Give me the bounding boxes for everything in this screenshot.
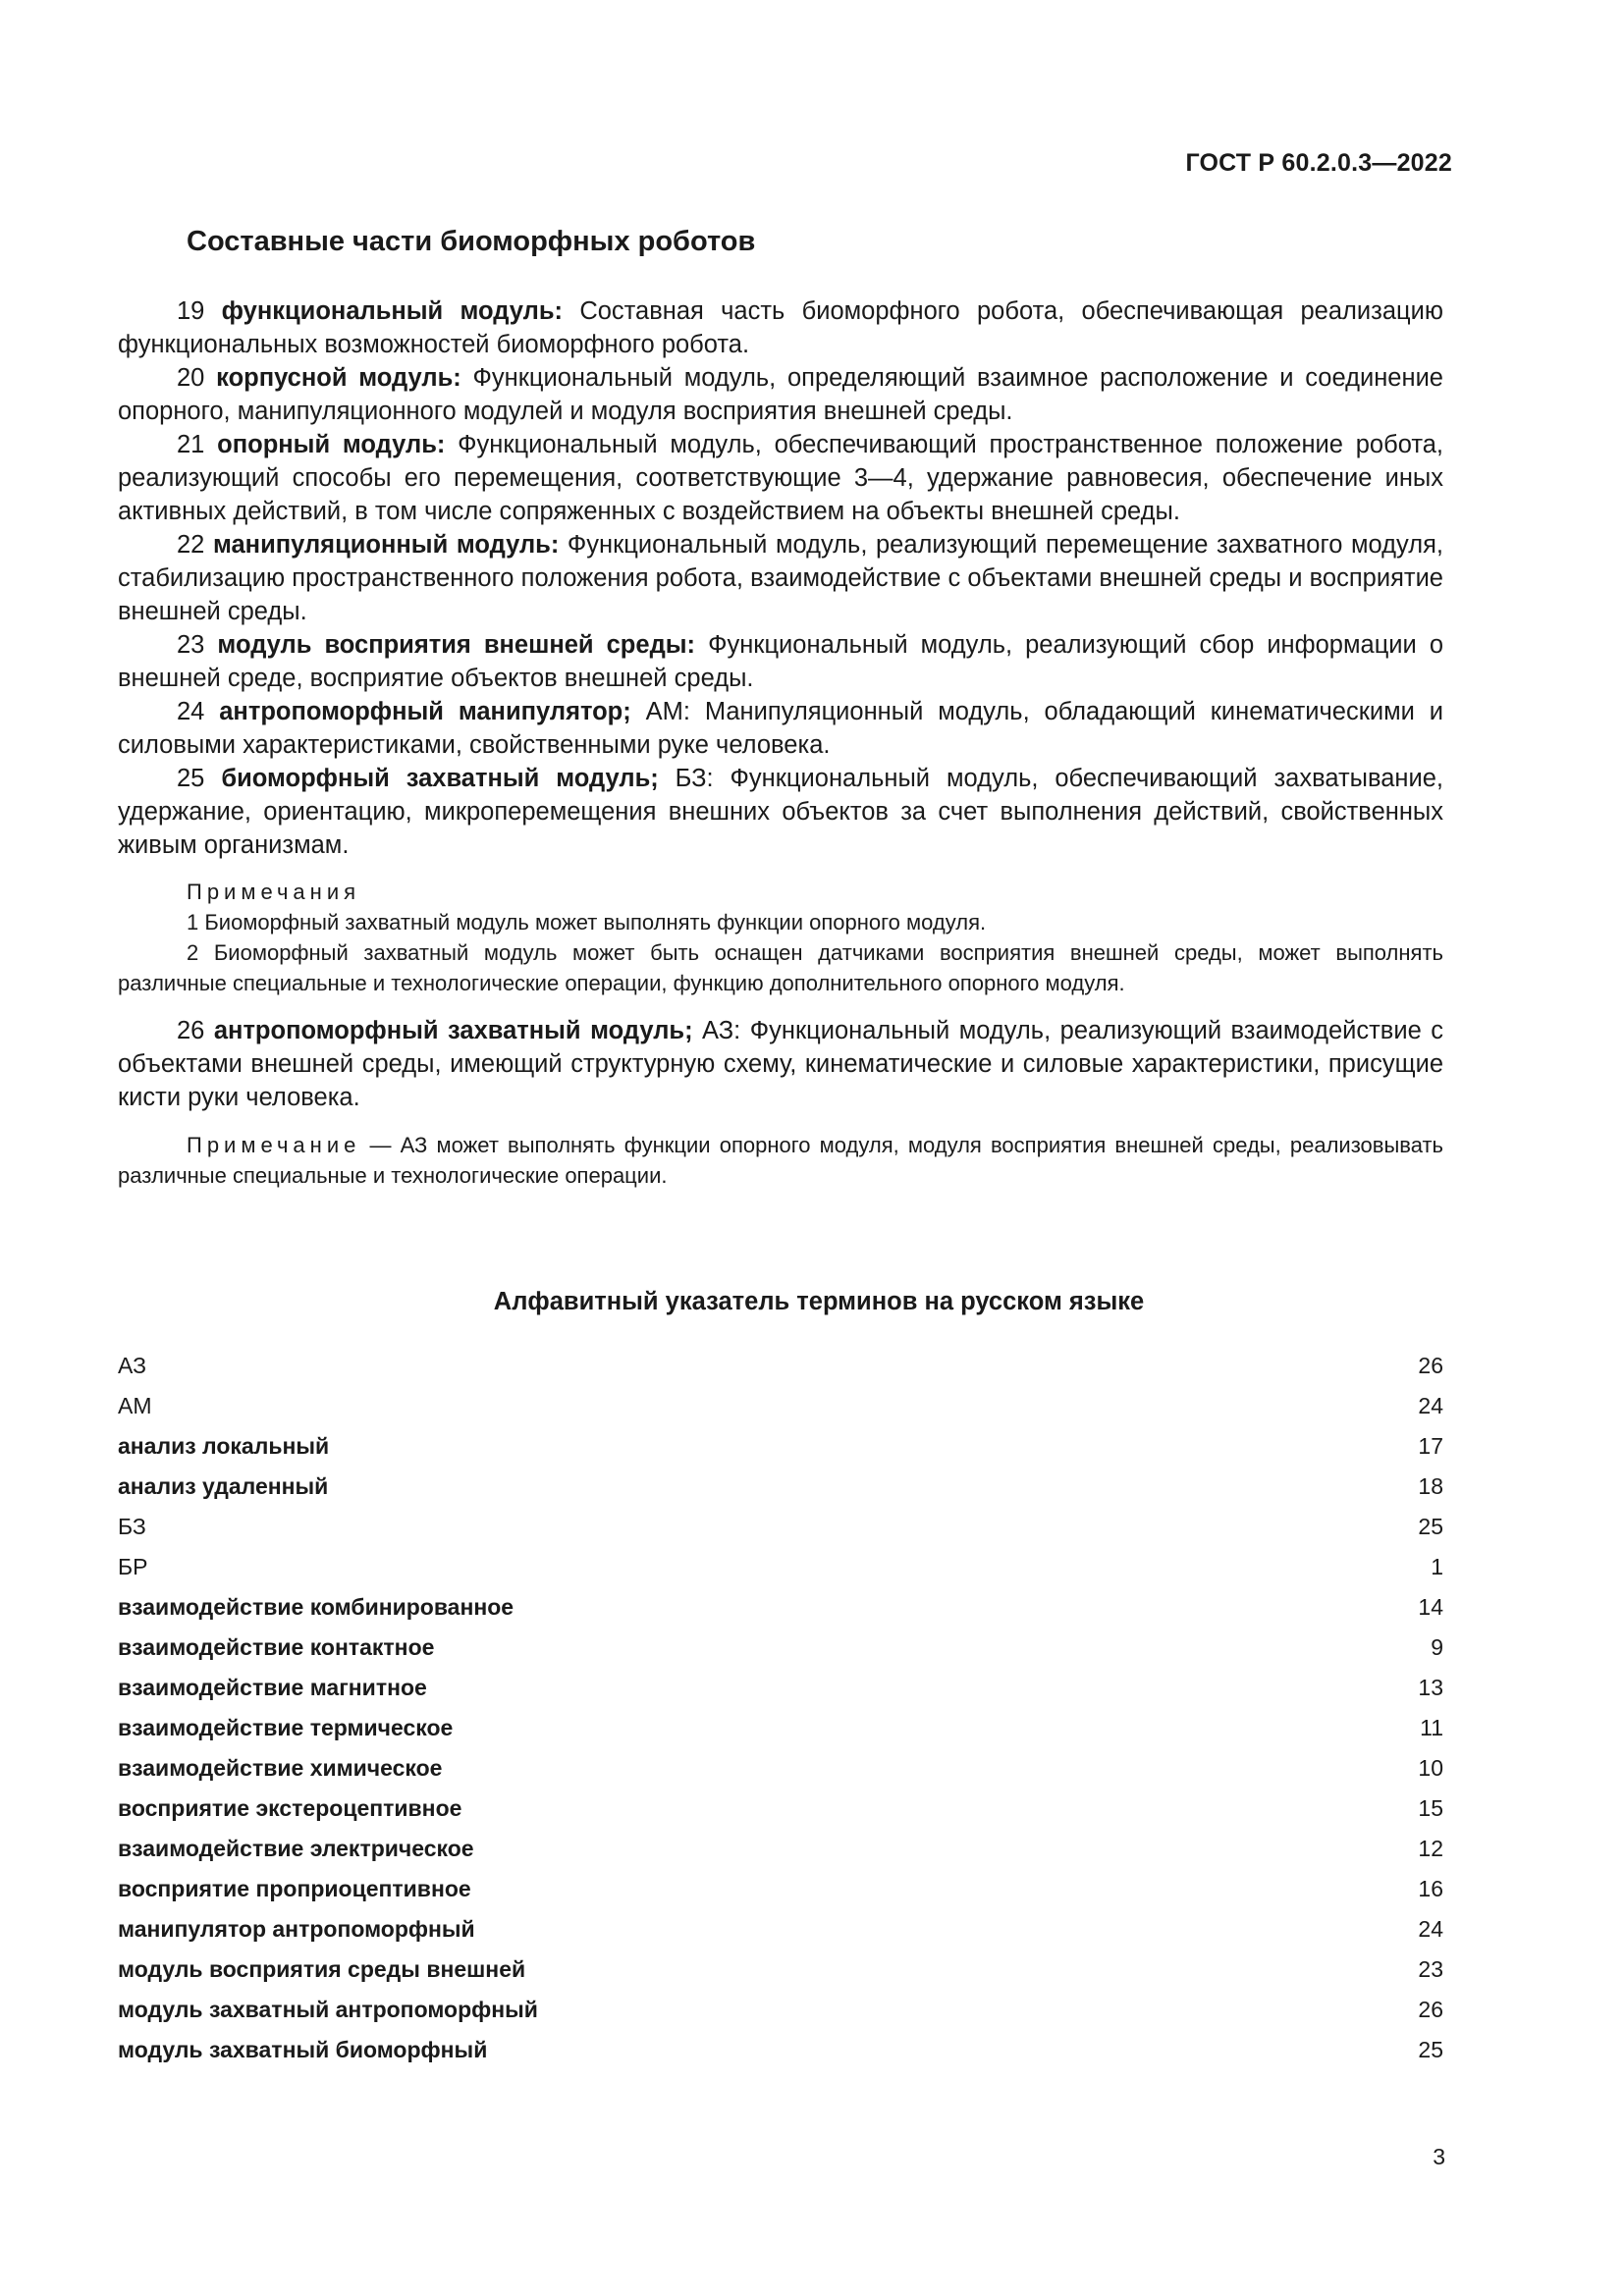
term-number: 25	[177, 765, 205, 792]
index-ref: 10	[1418, 1755, 1443, 1781]
note-label: Примечание	[187, 1133, 361, 1157]
index-ref: 16	[1418, 1876, 1443, 1901]
index-ref: 14	[1418, 1594, 1443, 1620]
term-name: опорный модуль:	[217, 431, 446, 458]
index-ref: 15	[1418, 1795, 1443, 1821]
term-definition: Функциональный модуль, реализующий взаимодействие с объектами внешней среды, имеющий структурную схему, кинематические и силовые характеристики, присущие кисти руки человека.	[118, 1017, 1443, 1111]
index-row	[118, 1795, 1443, 1836]
term-number: 23	[177, 631, 205, 659]
index-term: модуль захватный биоморфный	[118, 2037, 488, 2062]
term-name: манипуляционный модуль:	[212, 531, 560, 559]
term-number: 21	[177, 431, 205, 458]
term-entry-21	[118, 428, 1443, 528]
index-row	[118, 1353, 1443, 1393]
term-number: 24	[177, 698, 205, 725]
index-term: модуль захватный антропоморфный	[118, 1997, 538, 2022]
index-ref: 25	[1418, 2037, 1443, 2062]
index-term: восприятие экстероцептивное	[118, 1795, 462, 1821]
term-entry-19	[118, 294, 1443, 361]
index-row	[118, 1594, 1443, 1634]
index-row	[118, 1755, 1443, 1795]
note-26	[118, 1130, 1443, 1191]
index-row	[118, 1956, 1443, 1997]
term-name: корпусной модуль:	[216, 364, 461, 392]
term-definition: Функциональный модуль, реализующий перемещение захватного модуля, стабилизацию пространственного положения робота, взаимодействие с объектами внешней среды и восприятие внешней среды.	[118, 531, 1443, 625]
index-ref: 9	[1431, 1634, 1443, 1660]
page-number: 3	[1433, 2144, 1445, 2169]
index-ref: 1	[1431, 1554, 1443, 1579]
index-term: анализ локальный	[118, 1433, 330, 1459]
note-item-2: 2 Биоморфный захватный модуль может быть оснащен датчиками восприятия внешней среды, может выполнять различные специальные и технологические операции, функцию дополнительного опорного модуля.	[118, 940, 1443, 995]
index-term: АЗ	[118, 1353, 146, 1378]
term-name: антропоморфный манипулятор;	[219, 698, 631, 725]
index-ref: 17	[1418, 1433, 1443, 1459]
notes-block	[118, 877, 1443, 998]
term-number: 22	[177, 531, 205, 559]
index-ref: 26	[1418, 1997, 1443, 2022]
term-name: антропоморфный захватный модуль;	[213, 1017, 693, 1044]
index-term: взаимодействие магнитное	[118, 1675, 427, 1700]
index-term: взаимодействие комбинированное	[118, 1594, 514, 1620]
term-entry-26	[118, 1014, 1443, 1114]
term-name: функциональный модуль:	[221, 297, 564, 325]
term-definition: Функциональный модуль, обеспечивающий захватывание, удержание, ориентацию, микроперемещения внешних объектов за счет выполнения действий, свойственных живым организмам.	[118, 765, 1443, 859]
index-row	[118, 1836, 1443, 1876]
alphabetical-index	[118, 1353, 1443, 2077]
term-definition: Функциональный модуль, реализующий сбор информации о внешней среде, восприятие объектов внешней среды.	[118, 631, 1444, 692]
index-title: Алфавитный указатель терминов на русском языке	[493, 1288, 1145, 1315]
index-row	[118, 1675, 1443, 1715]
term-entry-25	[118, 762, 1443, 862]
index-ref: 18	[1418, 1473, 1443, 1499]
term-number: 26	[177, 1017, 205, 1044]
index-term: взаимодействие контактное	[118, 1634, 435, 1660]
index-term: восприятие проприоцептивное	[118, 1876, 471, 1901]
terms-list	[118, 294, 1443, 1191]
index-ref: 24	[1418, 1393, 1443, 1418]
index-row	[118, 1393, 1443, 1433]
index-term: взаимодействие электрическое	[118, 1836, 474, 1861]
index-term: БЗ	[118, 1514, 146, 1539]
index-ref: 25	[1418, 1514, 1443, 1539]
notes-heading: Примечания	[187, 880, 361, 904]
index-row	[118, 2037, 1443, 2077]
term-definition: Манипуляционный модуль, обладающий кинематическими и силовыми характеристиками, свойственными руке человека.	[118, 698, 1443, 759]
section-title: Составные части биоморфных роботов	[187, 226, 756, 257]
term-abbreviation: БЗ:	[675, 765, 714, 792]
index-ref: 12	[1418, 1836, 1443, 1861]
term-entry-22	[118, 528, 1443, 628]
note-text: — АЗ может выполнять функции опорного модуля, модуля восприятия внешней среды, реализовывать различные специальные и технологические операции.	[118, 1133, 1443, 1188]
index-ref: 11	[1420, 1715, 1443, 1740]
term-definition: Функциональный модуль, определяющий взаимное расположение и соединение опорного, манипуляционного модулей и модуля восприятия внешней среды.	[118, 364, 1443, 425]
term-abbreviation: АЗ:	[702, 1017, 741, 1044]
term-entry-23	[118, 628, 1443, 695]
index-row	[118, 1554, 1443, 1594]
term-definition: Функциональный модуль, обеспечивающий пространственное положение робота, реализующий способы его перемещения, соответствующие 3—4, удержание равновесия, обеспечение иных активных действий, в том числе сопряженных с воздействием на объекты внешней среды.	[118, 431, 1443, 525]
index-row	[118, 1876, 1443, 1916]
index-row	[118, 1514, 1443, 1554]
term-name: биоморфный захватный модуль;	[221, 765, 659, 792]
index-ref: 23	[1418, 1956, 1443, 1982]
term-number: 19	[177, 297, 205, 325]
index-row	[118, 1715, 1443, 1755]
index-ref: 24	[1418, 1916, 1443, 1942]
index-term: БР	[118, 1554, 148, 1579]
term-abbreviation: АМ:	[645, 698, 690, 725]
term-name: модуль восприятия внешней среды:	[217, 631, 696, 659]
term-definition: Составная часть биоморфного робота, обеспечивающая реализацию функциональных возможностей биоморфного робота.	[118, 297, 1443, 358]
term-entry-24	[118, 695, 1443, 762]
index-row	[118, 1916, 1443, 1956]
index-row	[118, 1473, 1443, 1514]
index-term: взаимодействие химическое	[118, 1755, 443, 1781]
index-row	[118, 1634, 1443, 1675]
index-term: АМ	[118, 1393, 152, 1418]
index-ref: 26	[1418, 1353, 1443, 1378]
index-row	[118, 1997, 1443, 2037]
index-term: анализ удаленный	[118, 1473, 329, 1499]
index-term: манипулятор антропоморфный	[118, 1916, 475, 1942]
index-ref: 13	[1418, 1675, 1443, 1700]
index-term: модуль восприятия среды внешней	[118, 1956, 526, 1982]
term-number: 20	[177, 364, 205, 392]
note-item-1: 1 Биоморфный захватный модуль может выполнять функции опорного модуля.	[187, 910, 987, 934]
standard-code: ГОСТ Р 60.2.0.3—2022	[1185, 149, 1452, 177]
index-term: взаимодействие термическое	[118, 1715, 454, 1740]
term-entry-20	[118, 361, 1443, 428]
index-row	[118, 1433, 1443, 1473]
